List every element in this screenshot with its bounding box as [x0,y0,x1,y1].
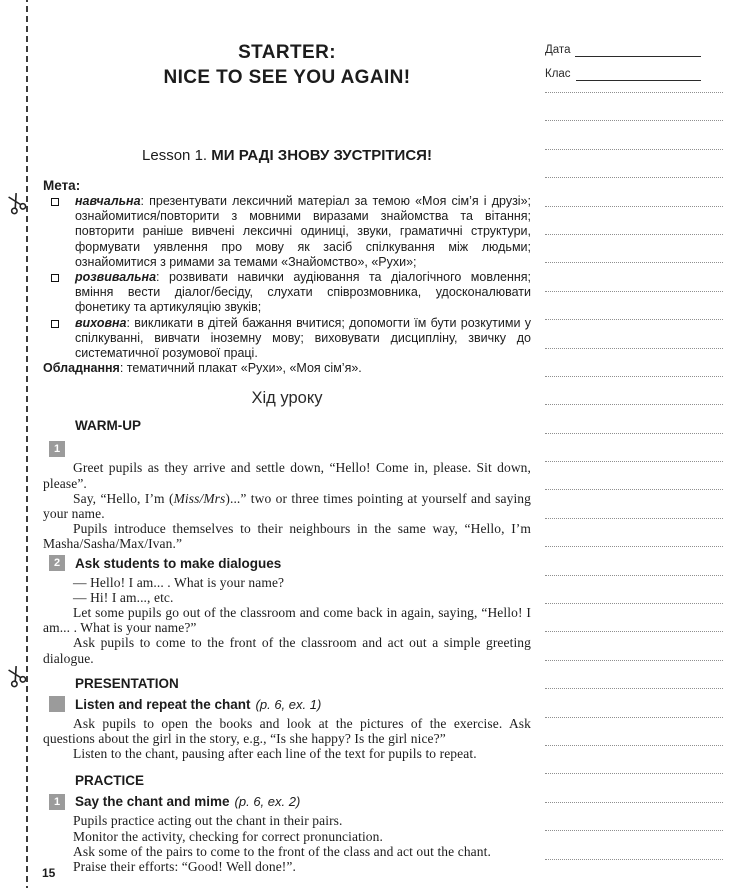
activity-body [43,460,531,551]
section-heading-warmup: WARM-UP [75,418,141,434]
note-line[interactable] [545,802,723,830]
note-line[interactable] [545,631,723,659]
activity-title: Listen and repeat the chant [75,696,251,712]
meta-item-lead: виховна [75,315,127,330]
note-line[interactable] [545,234,723,262]
activity-row [43,696,531,713]
meta-item-lead: розвивальна [75,270,157,285]
meta-item [43,316,531,362]
note-line[interactable] [545,433,723,461]
paragraph: Ask pupils to come to the front of the classroom and act out a simple greeting dialogue. [43,635,531,666]
paragraph: Monitor the activity, checking for correct pronunciation. [73,828,383,844]
lesson-heading [43,146,531,165]
note-line[interactable] [545,773,723,801]
equipment-text: : тематичний плакат «Рухи», «Моя сім’я». [119,361,362,376]
note-line[interactable] [545,291,723,319]
meta-item [43,194,531,270]
checkbox-bullet-icon [51,320,59,328]
title-line-2: NICE TO SEE YOU AGAIN! [163,67,411,88]
note-line[interactable] [545,92,723,120]
meta-item-lead: навчальна [75,194,141,208]
note-line[interactable] [545,575,723,603]
page-title [43,40,531,90]
activity-marker [49,696,65,712]
activity-row [43,440,531,457]
note-line[interactable] [545,717,723,745]
meta-item-text: розвивальна: розвивати навички аудіювання та діалогічного мовлення; вміння вести діалог/бесіду, слухати співрозмовника, удосконалювати фонетику та артикуляцію звуків; [75,270,531,315]
class-input-line[interactable] [576,63,701,81]
notes-column [545,40,723,887]
cut-line [26,0,28,888]
meta-item-text: навчальна: презентувати лексичний матеріал за темою «Моя сім’я і друзі»; ознайомитися/повторити з мовними виразами знайомства та вітання; повторити раніше вивчені лексичні одиниці, звуки, граматичні структури, формувати уявлення про мову як засіб спілкування між людьми; ознайомитися з римами за темами «Знайомство», «Рухи»; [75,194,531,269]
note-line[interactable] [545,177,723,205]
activity-reference: (p. 6, ex. 2) [234,794,301,810]
note-line[interactable] [545,376,723,404]
activity-title: Ask students to make dialogues [75,555,282,571]
note-line[interactable] [545,206,723,234]
paragraph: Pupils introduce themselves to their neighbours in the same way, “Hello, I’m Masha/Sasha/Max/Ivan.” [43,521,531,552]
note-line[interactable] [545,262,723,290]
dialogue-line: — Hi! I am..., etc. [73,589,174,605]
meta-label: Мета: [43,178,81,193]
equipment-line [43,361,531,376]
paragraph: Ask pupils to open the books and look at the pictures of the exercise. Ask questions about the girl in the story, e.g., “Is she happy? Is the girl nice?” [43,715,531,747]
meta-item [43,270,531,316]
activity-marker: 2 [49,555,65,571]
activity-marker: 1 [49,794,65,810]
checkbox-bullet-icon [51,198,59,206]
paragraph: Pupils practice acting out the chant in their pairs. [73,813,343,829]
paragraph: Ask some of the pairs to come to the front of the class and act out the chant. [73,843,491,859]
lesson-prefix: Lesson 1. [142,147,208,164]
note-line[interactable] [545,319,723,347]
activity-reference: (p. 6, ex. 1) [255,696,322,712]
dialogue-line: — Hello! I am... . What is your name? [73,574,285,590]
activity-title: Say the chant and mime [75,794,230,810]
note-line[interactable] [545,688,723,716]
note-line[interactable] [545,546,723,574]
note-line[interactable] [545,745,723,773]
date-field-row [545,40,701,57]
main-column [43,38,531,874]
title-line-1: STARTER: [238,42,336,63]
activity-marker: 1 [49,441,65,457]
paragraph: Let some pupils go out of the classroom and come back in again, saying, “Hello! I am... . What is your name?” [43,605,531,636]
lesson-title: МИ РАДІ ЗНОВУ ЗУСТРІТИСЯ! [211,147,432,164]
note-line[interactable] [545,404,723,432]
note-line[interactable] [545,518,723,546]
paragraph: Greet pupils as they arrive and settle down, “Hello! Come in, please. Sit down, please”. [43,460,531,491]
paragraph: Listen to the chant, pausing after each line of the text for pupils to repeat. [73,746,477,762]
note-line[interactable] [545,489,723,517]
note-line[interactable] [545,461,723,489]
activity-body [43,813,531,874]
section-heading-practice: PRACTICE [75,773,145,789]
paragraph: Say, “Hello, I’m (Miss/Mrs)...” two or three times pointing at yourself and saying your name. [43,490,531,522]
activity-body [43,575,531,666]
course-heading: Хід уроку [251,389,323,408]
notes-lines [545,92,723,887]
equipment-label: Обладнання [43,361,120,376]
meta-item-text: виховна: викликати в дітей бажання вчитися; допомогти їм бути розкутими у спілкуванні, вивчати іноземну мову; виховувати дисципліну, звичку до систематичної розумової праці. [75,315,531,361]
section-heading-presentation: PRESENTATION [75,675,179,691]
activity-row [43,793,531,810]
note-line[interactable] [545,830,723,858]
date-input-line[interactable] [575,39,701,57]
date-label: Дата [545,44,571,56]
class-field-row [545,64,701,81]
checkbox-bullet-icon [51,274,59,282]
class-label: Клас [545,68,571,80]
note-line[interactable] [545,660,723,688]
note-line[interactable] [545,348,723,376]
note-line[interactable] [545,149,723,177]
activity-row [43,555,531,572]
page-number: 15 [42,866,56,880]
note-line[interactable] [545,603,723,631]
activity-body [43,716,531,762]
note-line[interactable] [545,859,723,887]
paragraph: Praise their efforts: “Good! Well done!”. [73,859,296,875]
note-line[interactable] [545,120,723,148]
